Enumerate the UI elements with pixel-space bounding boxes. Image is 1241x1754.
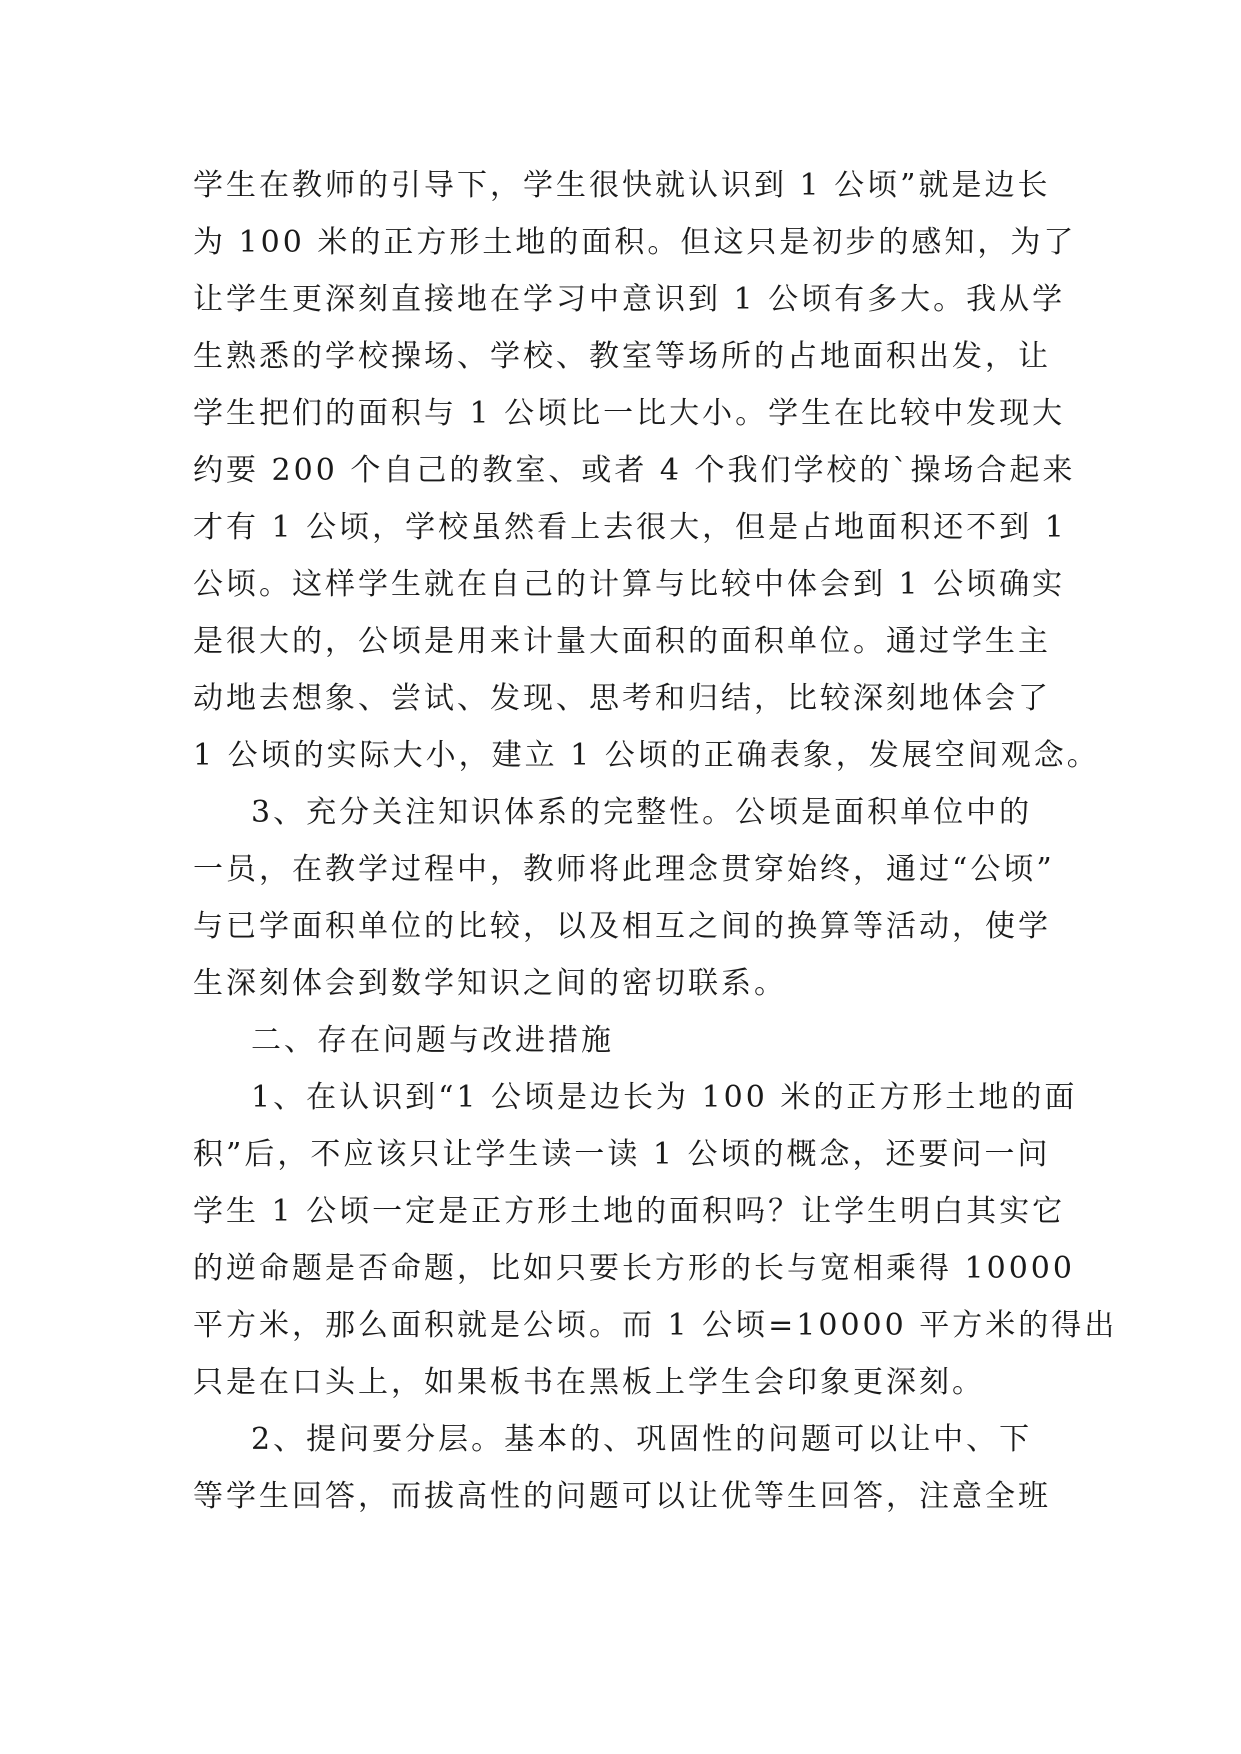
text-line: 与已学面积单位的比较，以及相互之间的换算等活动，使学 <box>193 909 1051 944</box>
text-line: 公顷。这样学生就在自己的计算与比较中体会到 1 公顷确实 <box>193 567 1066 602</box>
text-line: 只是在口头上，如果板书在黑板上学生会印象更深刻。 <box>193 1365 985 1400</box>
text-line: 积”后，不应该只让学生读一读 1 公顷的概念，还要问一问 <box>193 1137 1051 1172</box>
section-heading: 二、存在问题与改进措施 <box>251 1023 614 1058</box>
text-line: 让学生更深刻直接地在学习中意识到 1 公顷有多大。我从学 <box>193 282 1066 317</box>
text-line: 动地去想象、尝试、发现、思考和归结，比较深刻地体会了 <box>193 681 1051 716</box>
text-line: 生熟悉的学校操场、学校、教室等场所的占地面积出发，让 <box>193 339 1051 374</box>
text-line: 等学生回答，而拔高性的问题可以让优等生回答，注意全班 <box>193 1479 1051 1514</box>
text-line: 学生 1 公顷一定是正方形土地的面积吗？让学生明白其实它 <box>193 1194 1066 1229</box>
text-line: 1、在认识到“1 公顷是边长为 100 米的正方形土地的面 <box>251 1080 1078 1115</box>
text-line: 约要 200 个自己的教室、或者 4 个我们学校的`操场合起来 <box>193 453 1076 488</box>
text-line: 的逆命题是否命题，比如只要长方形的长与宽相乘得 10000 <box>193 1251 1075 1286</box>
text-line: 2、提问要分层。基本的、巩固性的问题可以让中、下 <box>251 1422 1033 1457</box>
text-line: 平方米，那么面积就是公顷。而 1 公顷=10000 平方米的得出 <box>193 1308 1118 1343</box>
text-line: 才有 1 公顷，学校虽然看上去很大，但是占地面积还不到 1 <box>193 510 1067 545</box>
text-line: 3、充分关注知识体系的完整性。公顷是面积单位中的 <box>251 795 1033 830</box>
text-line: 是很大的，公顷是用来计量大面积的面积单位。通过学生主 <box>193 624 1051 659</box>
text-line: 生深刻体会到数学知识之间的密切联系。 <box>193 966 787 1001</box>
text-line: 为 100 米的正方形土地的面积。但这只是初步的感知，为了 <box>193 225 1077 260</box>
text-line: 一员，在教学过程中，教师将此理念贯穿始终，通过“公顷” <box>193 852 1055 887</box>
text-line: 学生把们的面积与 1 公顷比一比大小。学生在比较中发现大 <box>193 396 1066 431</box>
text-line: 1 公顷的实际大小，建立 1 公顷的正确表象，发展空间观念。 <box>193 738 1100 773</box>
text-line: 学生在教师的引导下，学生很快就认识到 1 公顷”就是边长 <box>193 168 1051 203</box>
